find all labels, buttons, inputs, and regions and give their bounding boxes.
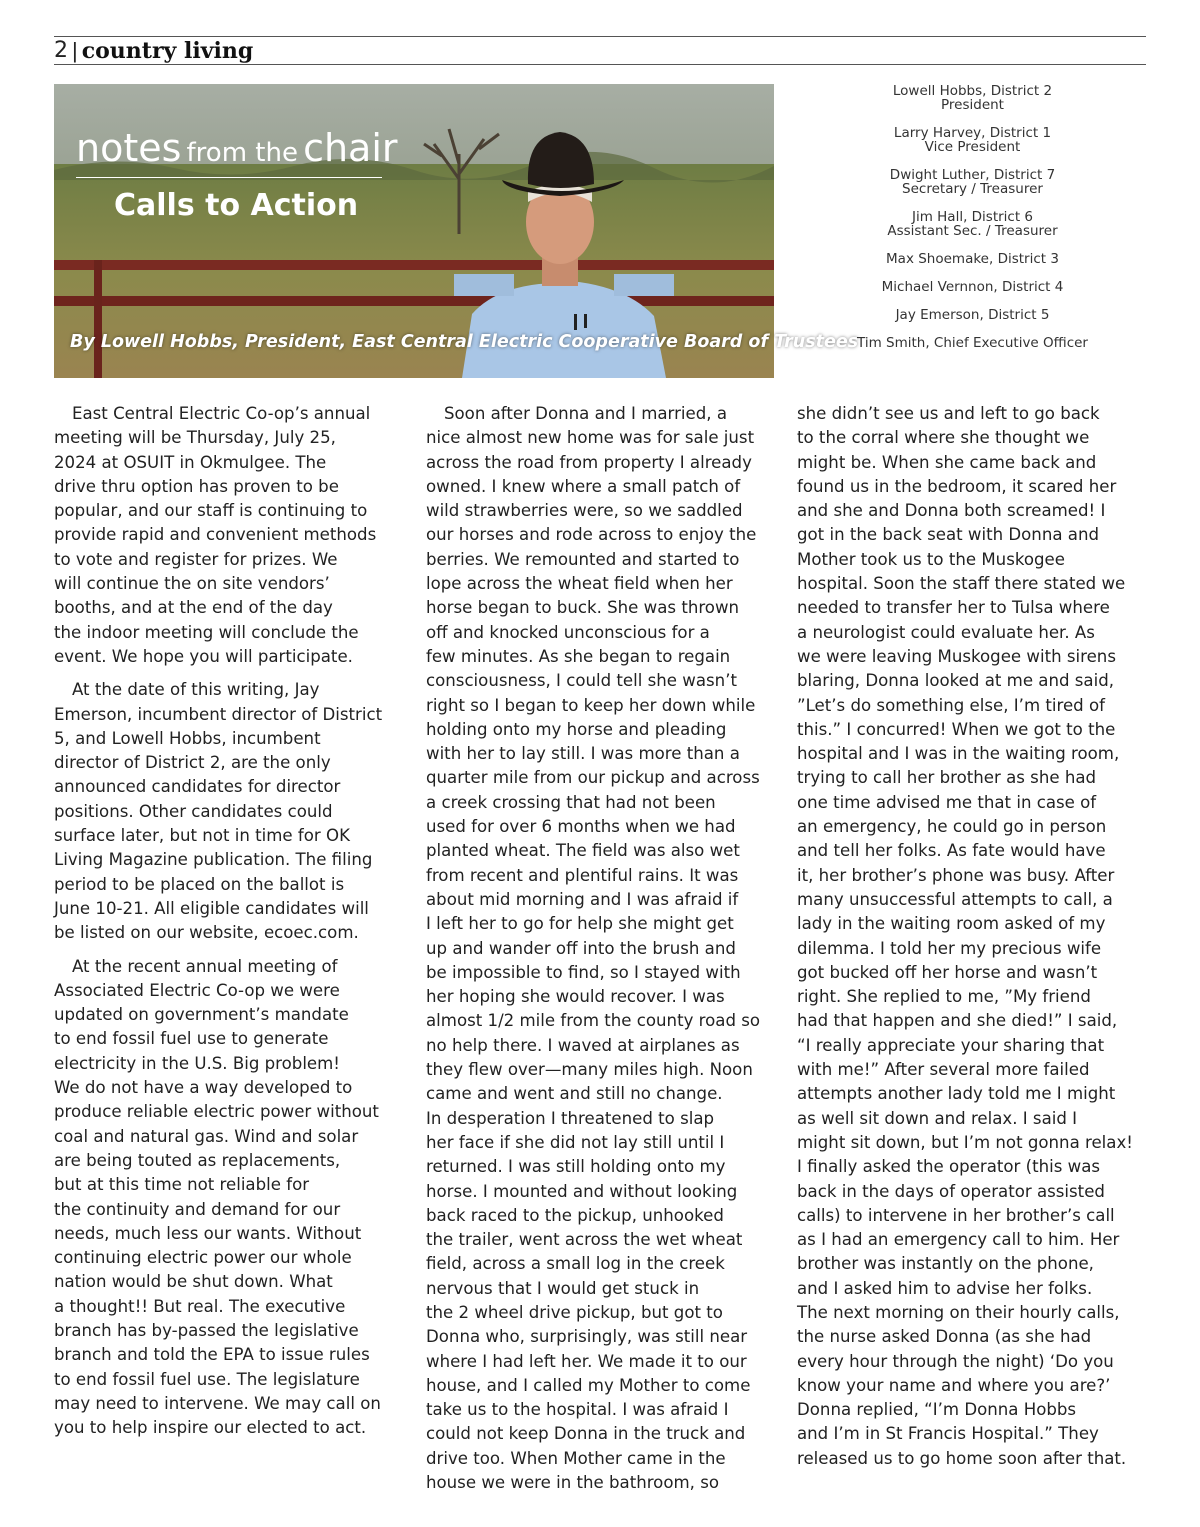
article-column-1 bbox=[54, 402, 396, 1449]
paragraph: East Central Electric Co-op’s annual meeting will be Thursday, July 25, 2024 at OSUIT in Okmulgee. The drive thru option has proven to be popular, and our staff is continuing to provide rapid and convenient methods to vote and register for prizes. We will continue the on site vendors’ booths, and at the end of the day the indoor meeting will conclude the event. We hope you will participate. bbox=[54, 404, 377, 666]
page-header bbox=[54, 37, 253, 64]
board-member bbox=[800, 308, 1145, 322]
board-member-name: Tim Smith, Chief Executive Officer bbox=[857, 335, 1088, 351]
board-member-role: Vice President bbox=[924, 139, 1021, 155]
board-member-role: President bbox=[941, 97, 1004, 113]
board-member-role: Assistant Sec. / Treasurer bbox=[887, 223, 1058, 239]
title-chair: chair bbox=[303, 126, 398, 170]
pen bbox=[584, 314, 587, 328]
hero-banner bbox=[54, 84, 859, 378]
board-member bbox=[800, 126, 1145, 154]
paragraph: Soon after Donna and I married, a nice almost new home was for sale just across the road from property I already owned. I knew where a small patch of wild strawberries were, so we saddled our horses and rode across to enjoy the berries. We remounted and started to lope across the wheat field when her horse began to buck. She was thrown off and knocked unconscious for a few minutes. As she began to regain consciousness, I could tell she wasn’t right so I began to keep her down while holding onto my horse and pleading with her to lay still. I was more than a quarter mile from our pickup and across a creek crossing that had not been used for over 6 months when we had planted wheat. The field was also wet from recent and plentiful rains. It was about mid morning and I was afraid if I left her to go for help she might get up and wander off into the brush and be impossible to find, so I stayed with her hoping she would recover. I was almost 1/2 mile from the county road so no help there. I waved at airplanes as they flew over—many miles high. Noon came and went and still no change. In desperation I threatened to slap her face if she did not lay still until I returned. I was still holding onto my horse. I mounted and without looking back raced to the pickup, unhooked the trailer, went across the wet wheat field, across a small log in the creek nervous that I would get stuck in the 2 wheel drive pickup, but got to Donna who, surprisingly, was still near where I had left her. We made it to our house, and I called my Mother to come take us to the hospital. I was afraid I could not keep Donna in the truck and drive too. When Mother came in the house we were in the bathroom, so bbox=[426, 404, 761, 1493]
header-separator: | bbox=[72, 37, 78, 63]
section-name: country living bbox=[81, 37, 254, 64]
board-member-name: Jay Emerson, District 5 bbox=[895, 307, 1050, 323]
page-number: 2 bbox=[54, 38, 68, 63]
board-member bbox=[800, 168, 1145, 196]
board-member bbox=[800, 210, 1145, 238]
title-from-the: from the bbox=[186, 138, 298, 168]
board-member bbox=[800, 84, 1145, 112]
man-arm-right bbox=[614, 274, 674, 296]
board-member-name: Lowell Hobbs, District 2 bbox=[892, 83, 1053, 99]
board-member-role: Secretary / Treasurer bbox=[902, 181, 1043, 197]
title-notes: notes bbox=[76, 126, 182, 170]
fence-post bbox=[94, 260, 102, 378]
article-column-2 bbox=[426, 402, 776, 1504]
paragraph: she didn’t see us and left to go back to the corral where she thought we might be. When she came back and found us in the bedroom, it scared her and she and Donna both screamed! I got in the back seat with Donna and Mother took us to the Muskogee hospital. Soon the staff there stated we needed to transfer her to Tulsa where a neurologist could evaluate her. As we were leaving Muskogee with sirens blaring, Donna looked at me and said, ”Let’s do something else, I’m tired of this.” I concurred! When we got to the hospital and I was in the waiting room, trying to call her brother as she had one time advised me that in case of an emergency, he could go in person and tell her folks. As fate would have it, her brother’s phone was busy. After many unsuccessful attempts to call, a lady in the waiting room asked of my dilemma. I told her my precious wife got bucked off her horse and wasn’t right. She replied to me, ”My friend had that happen and she died!” I said, “I really appreciate your sharing that with me!” After several more failed attempts another lady told me I might as well sit down and relax. I said I might sit down, but I’m not gonna relax! I finally asked the operator (this was back in the days of operator assisted calls) to intervene in her brother’s call as I had an emergency call to him. Her brother was instantly on the phone, and I asked him to advise her folks. The next morning on their hourly calls, the nurse asked Donna (as she had every hour through the night) ‘Do you know your name and where you are?’ Donna replied, “I’m Donna Hobbs and I’m in St Francis Hospital.” They released us to go home soon after that. bbox=[797, 404, 1133, 1468]
board-list bbox=[800, 84, 1145, 364]
pen bbox=[574, 314, 577, 330]
board-member-name: Dwight Luther, District 7 bbox=[889, 167, 1056, 183]
board-member-name: Michael Vernnon, District 4 bbox=[881, 279, 1064, 295]
board-member bbox=[800, 252, 1145, 266]
man-arm-left bbox=[454, 274, 514, 296]
paragraph: At the recent annual meeting of Associated Electric Co-op we were updated on government’s mandate to end fossil fuel use to generate electricity in the U.S. Big problem! We do not have a way developed to produce reliable electric power without coal and natural gas. Wind and solar are being touted as replacements, but at this time not reliable for the continuity and demand for our needs, much less our wants. Without continuing electric power our whole nation would be shut down. What a thought!! But real. The executive branch has by-passed the legislative branch and told the EPA to issue rules to end fossil fuel use. The legislature may need to intervene. We may call on you to help inspire our elected to act. bbox=[54, 956, 381, 1438]
header-rule-bottom bbox=[54, 64, 1146, 65]
fence-rail-bottom bbox=[54, 296, 774, 306]
board-member-name: Max Shoemake, District 3 bbox=[886, 251, 1059, 267]
article-column-3 bbox=[797, 402, 1147, 1480]
fence-rail-top bbox=[54, 260, 774, 270]
article-title: Calls to Action bbox=[114, 188, 359, 223]
paragraph: At the date of this writing, Jay Emerson, incumbent director of District 5, and Lowell Hobbs, incumbent director of District 2, are the only announced candidates for director positions. Other candidates could surface later, but not in time for OK Living Magazine publication. The filing period to be placed on the ballot is June 10-21. All eligible candidates will be listed on our website, ecoec.com. bbox=[54, 680, 383, 943]
column-title bbox=[76, 126, 398, 170]
board-member-name: Jim Hall, District 6 bbox=[911, 209, 1034, 225]
byline: By Lowell Hobbs, President, East Central Electric Cooperative Board of Trustees bbox=[70, 332, 859, 352]
board-member bbox=[800, 280, 1145, 294]
title-rule bbox=[76, 177, 382, 178]
board-member bbox=[800, 336, 1145, 350]
board-member-name: Larry Harvey, District 1 bbox=[893, 125, 1052, 141]
